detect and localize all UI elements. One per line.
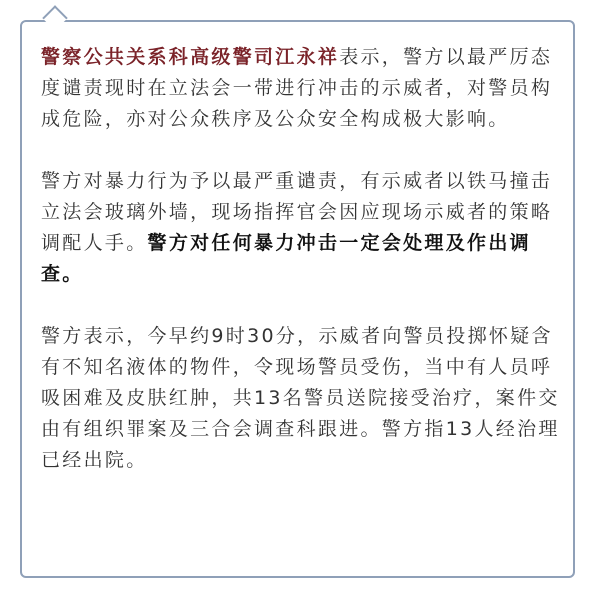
paragraph-3-text: 警方表示，今早约9时30分，示威者向警员投掷怀疑含有不知名液体的物件，令现场警员受伤，当中有人员呼吸困难及皮肤红肿，共13名警员送院接受治疗，案件交由有组织罪案及三合会调查科跟进。警方指13人经治理已经出院。 bbox=[41, 325, 560, 471]
article-body bbox=[41, 42, 561, 476]
paragraph-1-text: 表示，警方以最严厉态度谴责现时在立法会一带进行冲击的示威者，对警员构成危险，亦对公众秩序及公众安全构成极大影响。 bbox=[41, 46, 553, 130]
paragraph-1 bbox=[41, 42, 561, 135]
paragraph-3 bbox=[41, 321, 561, 476]
paragraph-2-emphasis: 警方对任何暴力冲击一定会处理及作出调查。 bbox=[41, 232, 531, 285]
paragraph-2 bbox=[41, 166, 561, 290]
speaker-name: 警察公共关系科高级警司江永祥 bbox=[41, 46, 340, 68]
paragraph-2-text: 警方对暴力行为予以最严重谴责，有示威者以铁马撞击立法会玻璃外墙，现场指挥官会因应现场示威者的策略调配人手。 bbox=[41, 170, 553, 254]
